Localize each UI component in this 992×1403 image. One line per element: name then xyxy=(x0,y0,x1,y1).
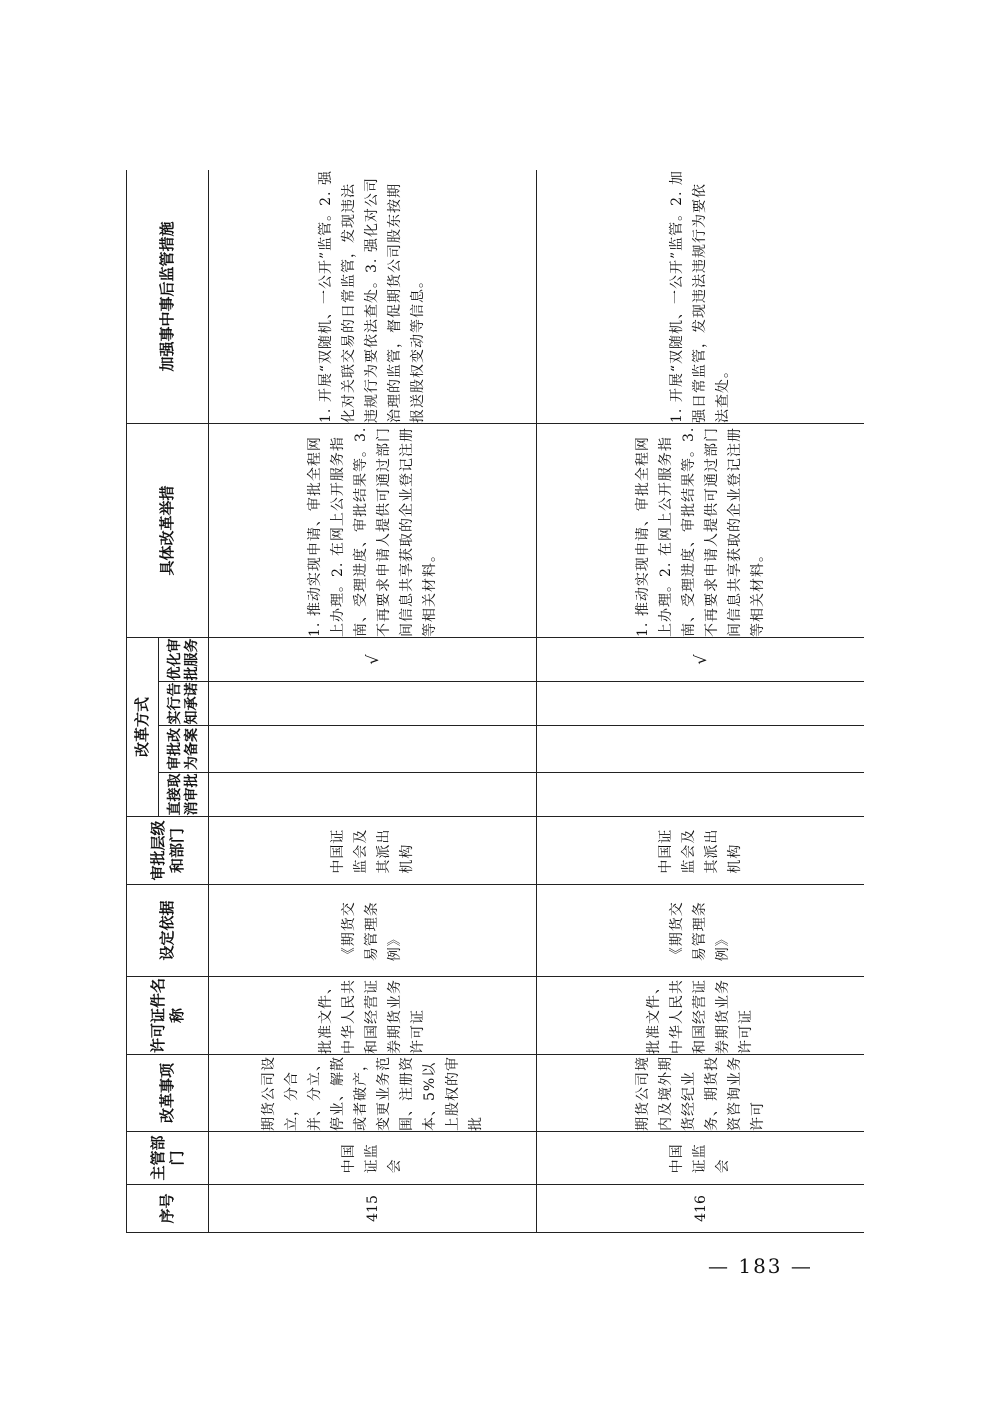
check-mark-icon: √ xyxy=(209,637,537,681)
row-license: 批准文件、中华人民共和国经营证券期货业务许可证 xyxy=(209,977,537,1055)
row-level: 中国证监会及其派出机构 xyxy=(537,817,865,885)
row-basis: 《期货交易管理条例》 xyxy=(209,885,537,977)
header-supervision: 加强事中事后监管措施 xyxy=(127,170,209,423)
header-item: 改革事项 xyxy=(127,1055,209,1132)
header-method-group: 改革方式 xyxy=(127,637,159,816)
reform-table xyxy=(126,170,864,1233)
row-license: 批准文件、中华人民共和国经营证券期货业务许可证 xyxy=(537,977,865,1055)
row-method-record xyxy=(209,726,537,773)
header-method-promise: 实行告知承诺 xyxy=(159,682,209,726)
row-method-cancel xyxy=(209,773,537,817)
page-number: — 183 — xyxy=(708,1254,813,1278)
row-item: 期货公司境内及境外期货经纪业务、期货投资咨询业务许可 xyxy=(537,1055,865,1132)
header-dept: 主管部门 xyxy=(127,1132,209,1185)
header-measures: 具体改革举措 xyxy=(127,423,209,637)
header-method-optimize: 优化审批服务 xyxy=(159,637,209,681)
row-dept: 中国证监会 xyxy=(537,1132,865,1185)
header-method-cancel: 直接取消审批 xyxy=(159,773,209,817)
row-method-promise xyxy=(537,682,865,726)
row-seq: 415 xyxy=(209,1185,537,1233)
row-item: 期货公司设立，分合并、分立、停业、解散或者破产，变更业务范围、注册资本、5%以上股权的审批 xyxy=(209,1055,537,1132)
row-seq: 416 xyxy=(537,1185,865,1233)
row-measures: 1. 推动实现申请、审批全程网上办理。2. 在网上公开服务指南、受理进度、审批结果等。3. 不再要求申请人提供可通过部门间信息共享获取的企业登记注册等相关材料。 xyxy=(209,423,537,637)
row-method-record xyxy=(537,726,865,773)
rotated-document-table xyxy=(126,170,864,1233)
row-measures: 1. 推动实现申请、审批全程网上办理。2. 在网上公开服务指南、受理进度、审批结果等。3. 不再要求申请人提供可通过部门间信息共享获取的企业登记注册等相关材料。 xyxy=(537,423,865,637)
row-dept: 中国证监会 xyxy=(209,1132,537,1185)
header-method-record: 审批改为备案 xyxy=(159,726,209,773)
table-row xyxy=(209,170,537,1233)
table-row xyxy=(537,170,865,1233)
header-level: 审批层级和部门 xyxy=(127,817,209,885)
header-basis: 设定依据 xyxy=(127,885,209,977)
row-basis: 《期货交易管理条例》 xyxy=(537,885,865,977)
header-license: 许可证件名称 xyxy=(127,977,209,1055)
row-level: 中国证监会及其派出机构 xyxy=(209,817,537,885)
row-method-promise xyxy=(209,682,537,726)
row-supervision: 1. 开展“双随机、一公开”监管。2. 加强日常监管，发现违法违规行为要依法查处。 xyxy=(537,170,865,423)
check-mark-icon: √ xyxy=(537,637,865,681)
row-supervision: 1. 开展“双随机、一公开”监管。2. 强化对关联交易的日常监管，发现违法违规行为要依法查处。3. 强化对公司治理的监管，督促期货公司股东按期报送股权变动等信息。 xyxy=(209,170,537,423)
header-seq: 序号 xyxy=(127,1185,209,1233)
row-method-cancel xyxy=(537,773,865,817)
